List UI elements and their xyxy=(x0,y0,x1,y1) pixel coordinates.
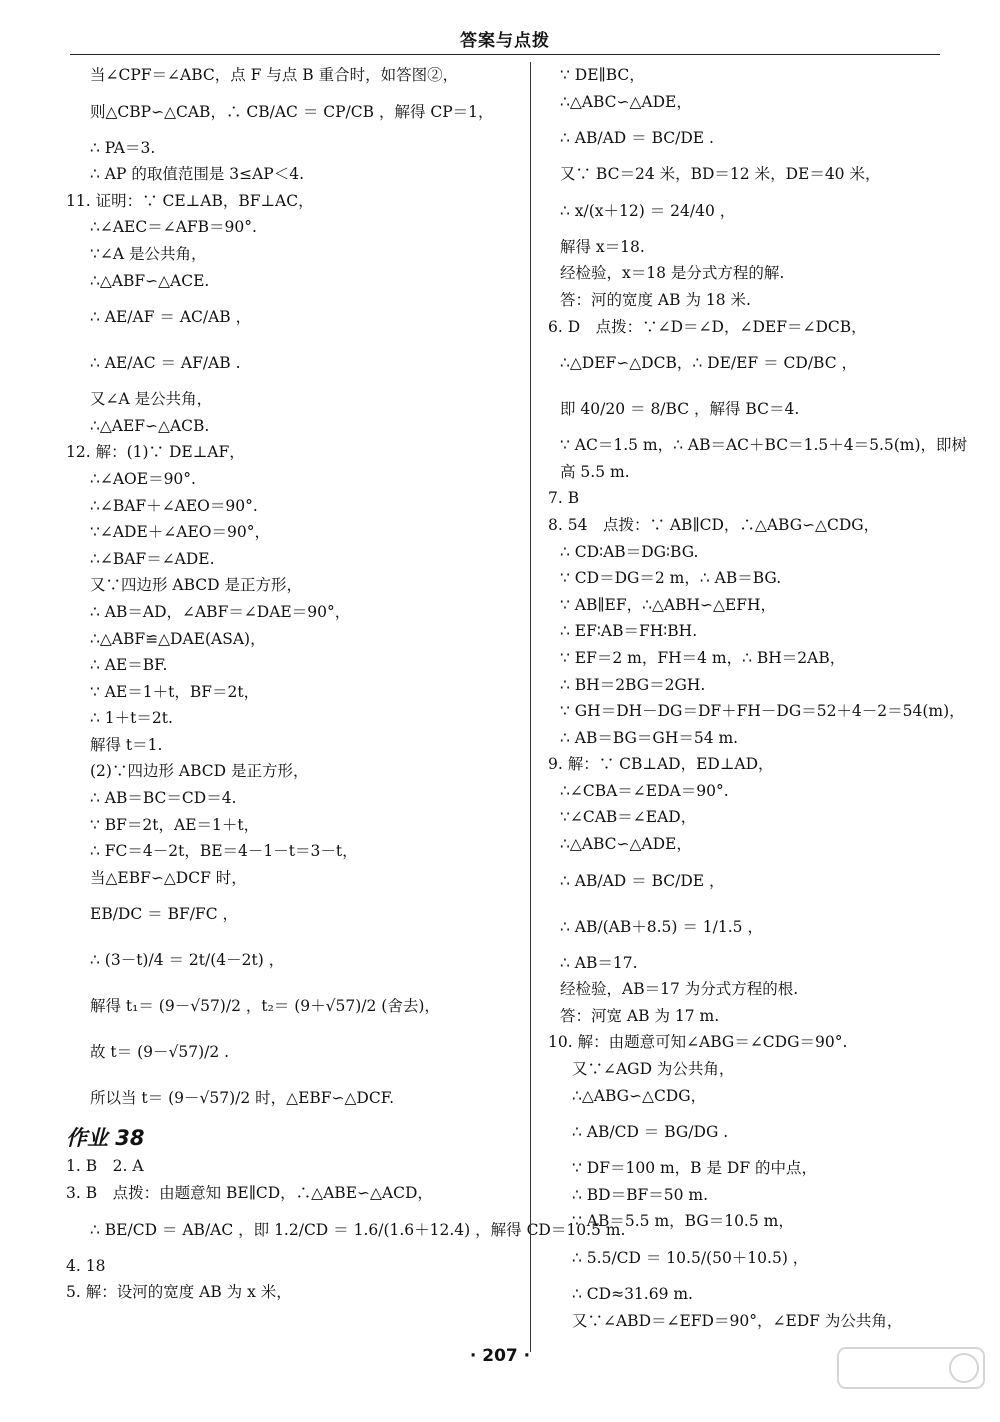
left-column-line: 又∠A 是公共角， xyxy=(90,390,213,409)
left-column-line: 解得 t＝1. xyxy=(90,735,163,754)
left-column-line: ∴ AP 的取值范围是 3≤AP＜4. xyxy=(90,165,305,184)
right-column-line: 10. 解：由题意可知∠ABG＝∠CDG＝90°. xyxy=(548,1033,848,1052)
right-column-line: ∴ AB/(AB＋8.5) ＝ 1/1.5 ， xyxy=(560,917,763,936)
left-column-line: 所以当 t＝ (9－√57)/2 时，△EBF∽△DCF. xyxy=(90,1089,394,1108)
left-column-line: ∴ 1＋t＝2t. xyxy=(90,709,173,728)
left-column-line: ∴∠BAF＋∠AEO＝90°. xyxy=(90,496,258,515)
left-column-line: ∴ AB＝AD，∠ABF＝∠DAE＝90°， xyxy=(90,602,351,621)
right-column-line: ∴ CD∶AB＝DG∶BG. xyxy=(560,542,699,561)
left-column-line: 11. 证明：∵ CE⊥AB，BF⊥AC， xyxy=(66,191,314,210)
right-column-line: ∴ AB/AD ＝ BC/DE . xyxy=(560,129,714,148)
right-column-lines xyxy=(548,62,968,1334)
left-column-after-line: 3. B 点拨：由题意知 BE∥CD，∴△ABE∽△ACD， xyxy=(66,1184,433,1203)
right-column-line: 经检验，AB＝17 为分式方程的根. xyxy=(560,980,799,999)
right-column-line: ∴△DEF∽△DCB，∴ DE/EF ＝ CD/BC ， xyxy=(560,354,858,373)
left-column-line: 当△EBF∽△DCF 时， xyxy=(90,868,247,887)
right-column-line: 答：河宽 AB 为 17 m. xyxy=(560,1006,720,1025)
right-column-line: 又∵ BC＝24 米，BD＝12 米，DE＝40 米， xyxy=(560,165,881,184)
left-column-line: 故 t＝ (9－√57)/2 . xyxy=(90,1043,230,1062)
right-column-line: ∴ AB/AD ＝ BC/DE ， xyxy=(560,871,725,890)
watermark-icon xyxy=(836,1344,986,1408)
right-column-line: 6. D 点拨：∵∠D＝∠D，∠DEF＝∠DCB， xyxy=(548,317,867,336)
left-column-line: ∵∠ADE＋∠AEO＝90°， xyxy=(90,523,270,542)
left-column-line: 解得 t₁＝ (9－√57)/2 ，t₂＝ (9＋√57)/2 (舍去)， xyxy=(90,997,440,1016)
left-column-line: ∴∠AEC＝∠AFB＝90°. xyxy=(90,218,257,237)
left-column-line: ∴ AE＝BF. xyxy=(90,656,168,675)
left-column-line: ∴ AB＝BC＝CD＝4. xyxy=(90,789,237,808)
right-column-line: 又∵∠AGD 为公共角， xyxy=(572,1060,735,1079)
left-column-line: ∴△ABF≌△DAE(ASA)， xyxy=(90,629,266,648)
left-column-line: EB/DC ＝ BF/FC ， xyxy=(90,905,238,924)
right-column-line: ∴ 5.5/CD ＝ 10.5/(50＋10.5) ， xyxy=(572,1249,809,1267)
right-column-line: ∵ GH＝DH－DG＝DF＋FH－DG＝52＋4－2＝54(m)， xyxy=(560,702,965,721)
section-title: 作业 38 xyxy=(66,1126,145,1151)
left-column-after-lines xyxy=(66,1153,626,1305)
left-column-line: 则△CBP∽△CAB，∴ CB/AC ＝ CP/CB ，解得 CP＝1， xyxy=(90,102,494,121)
left-column-line: ∴ (3－t)/4 ＝ 2t/(4－2t) ， xyxy=(90,951,285,970)
right-column-line: ∵ AB＝5.5 m，BG＝10.5 m， xyxy=(572,1212,794,1231)
left-column-line: 又∵四边形 ABCD 是正方形， xyxy=(90,576,303,595)
right-column-line: ∴ CD≈31.69 m. xyxy=(572,1285,693,1303)
right-column-line: ∴△ABG∽△CDG， xyxy=(572,1086,707,1105)
right-column-line: ∴∠CBA＝∠EDA＝90°. xyxy=(560,781,729,800)
right-column-line: 7. B xyxy=(548,489,580,508)
left-column-line: ∴△ABF∽△ACE. xyxy=(90,271,210,290)
left-column-line: 当∠CPF＝∠ABC，点 F 与点 B 重合时，如答图②， xyxy=(90,66,459,84)
left-column-line: ∴ AE/AF ＝ AC/AB ， xyxy=(90,308,252,327)
left-column-after-line: 4. 18 xyxy=(66,1256,106,1275)
right-column-line: 解得 x＝18. xyxy=(560,237,645,256)
right-column-line: ∵ AB∥EF，∴△ABH∽△EFH， xyxy=(560,595,776,614)
left-column-lines xyxy=(66,62,518,1121)
left-column-line: ∵ AE＝1＋t，BF＝2t， xyxy=(90,682,260,701)
left-column-line: ∴△AEF∽△ACB. xyxy=(90,416,210,435)
left-column-line: ∴ AE/AC ＝ AF/AB . xyxy=(90,354,241,373)
left-column-line: (2)∵四边形 ABCD 是正方形， xyxy=(90,762,309,781)
right-column-line: ∵ EF＝2 m，FH＝4 m，∴ BH＝2AB， xyxy=(560,648,846,667)
right-column-line: 高 5.5 m. xyxy=(560,462,630,481)
right-column-line: ∵ DE∥BC， xyxy=(560,66,645,84)
left-column-line: ∴∠BAF＝∠ADE. xyxy=(90,549,215,568)
right-column-line: 答：河的宽度 AB 为 18 米. xyxy=(560,290,751,309)
right-column-line: ∴△ABC∽△ADE， xyxy=(560,835,692,854)
right-column-line: 9. 解：∵ CB⊥AD，ED⊥AD， xyxy=(548,755,774,774)
left-column-after-line: 5. 解：设河的宽度 AB 为 x 米， xyxy=(66,1283,292,1302)
right-column-line: ∴ AB＝BG＝GH＝54 m. xyxy=(560,728,739,747)
left-column-line: ∴ PA＝3. xyxy=(90,138,156,157)
right-column-line: ∵ CD＝DG＝2 m，∴ AB＝BG. xyxy=(560,569,782,588)
page-number: · 207 · xyxy=(469,1346,531,1366)
right-column-line: ∵ DF＝100 m，B 是 DF 的中点， xyxy=(572,1159,818,1178)
left-column-line: ∴∠AOE＝90°. xyxy=(90,469,196,488)
right-column-line: ∴△ABC∽△ADE， xyxy=(560,92,692,111)
right-column-line: 经检验，x＝18 是分式方程的解. xyxy=(560,264,785,283)
watermark-logo xyxy=(836,1344,986,1408)
left-column-after-line: ∴ BE/CD ＝ AB/AC ，即 1.2/CD ＝ 1.6/(1.6＋12.4) ，解得 CD＝10.5 m. xyxy=(90,1220,626,1239)
right-column-line: ∴ AB＝17. xyxy=(560,953,638,972)
page-header xyxy=(70,20,940,55)
right-column-line: ∴ x/(x＋12) ＝ 24/40 ， xyxy=(560,201,736,220)
right-column-line: ∵∠CAB＝∠EAD， xyxy=(560,808,697,827)
left-column-line: ∵∠A 是公共角， xyxy=(90,244,207,263)
right-column-line: ∴ BH＝2BG＝2GH. xyxy=(560,675,706,694)
right-column-line: 又∵∠ABD＝∠EFD＝90°，∠EDF 为公共角， xyxy=(572,1311,903,1330)
header-title: 答案与点拨 xyxy=(460,31,550,51)
right-column-line: 即 40/20 ＝ 8/BC ，解得 BC＝4. xyxy=(560,400,800,419)
right-column-line: ∴ AB/CD ＝ BG/DG . xyxy=(572,1123,729,1142)
right-column-line: ∵ AC＝1.5 m，∴ AB＝AC＋BC＝1.5＋4＝5.5(m)，即树 xyxy=(560,436,968,455)
left-column-after-line: 1. B 2. A xyxy=(66,1157,144,1176)
left-column-line: 12. 解：(1)∵ DE⊥AF， xyxy=(66,443,245,462)
right-column-line: ∴ BD＝BF＝50 m. xyxy=(572,1185,709,1204)
right-column xyxy=(548,62,968,1334)
left-column-line: ∵ BF＝2t，AE＝1＋t， xyxy=(90,815,260,834)
left-column-line: ∴ FC＝4－2t，BE＝4－1－t＝3－t， xyxy=(90,842,358,861)
right-column-line: ∴ EF∶AB＝FH∶BH. xyxy=(560,622,698,641)
right-column-line: 8. 54 点拨：∵ AB∥CD，∴△ABG∽△CDG， xyxy=(548,515,880,534)
column-divider xyxy=(530,62,531,1352)
